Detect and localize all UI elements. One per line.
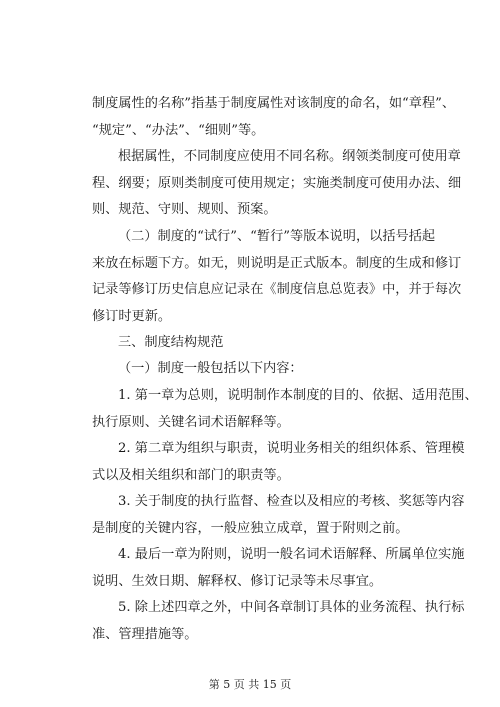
text-line: 式以及相关组织和部门的职责等。: [92, 467, 290, 483]
paragraph-version-note: [92, 224, 462, 330]
paragraph-name-definition: [92, 91, 456, 144]
text-line: “规定”、“办法”、“细则”等。: [92, 122, 265, 138]
section-heading-structure: [92, 330, 456, 357]
text-line: 准、管理措施等。: [92, 626, 198, 642]
text-line: 是制度的关键内容，一般应独立成章，置于附则之前。: [92, 520, 409, 536]
list-item-2: [92, 436, 465, 489]
text-line: 记录等修订历史信息应记录在《制度信息总览表》中，并于每次: [92, 282, 462, 297]
text-line: 来放在标题下方。如无，则说明是正式版本。制度的生成和修订: [92, 255, 462, 271]
list-item-4: [92, 542, 465, 595]
text-line: 修订时更新。: [92, 308, 172, 324]
text-line: 程、纲要；原则类制度可使用规定；实施类制度可使用办法、细: [92, 175, 462, 191]
text-line: 根据属性，不同制度应使用不同名称。纲领类制度可使用章: [118, 149, 461, 164]
text-line: 3. 关于制度的执行监督、检查以及相应的考核、奖惩等内容: [118, 494, 465, 509]
text-line: （二）制度的“试行”、“暂行”等版本说明，以括号括起: [118, 229, 436, 244]
text-line: 执行原则、关键名词术语解释等。: [92, 414, 290, 430]
text-line: 说明、生效日期、解释权、修订记录等未尽事宜。: [92, 573, 383, 589]
text-line: （一）制度一般包括以下内容：: [118, 361, 303, 376]
list-item-3: [92, 489, 465, 542]
paragraph-contents-intro: [92, 356, 456, 383]
text-line: 4. 最后一章为附则，说明一般名词术语解释、所属单位实施: [118, 547, 465, 562]
text-line: 2. 第二章为组织与职责，说明业务相关的组织体系、管理模: [118, 441, 465, 456]
text-line: 1. 第一章为总则，说明制作本制度的目的、依据、适用范围、: [118, 388, 478, 403]
text-line: 制度属性的名称”指基于制度属性对该制度的命名，如“章程”、: [92, 96, 456, 111]
text-line: 则、规范、守则、规则、预案。: [92, 202, 277, 217]
list-item-5: [92, 595, 465, 648]
list-item-1: [92, 383, 478, 436]
page-number-footer: 第 5 页 共 15 页: [208, 678, 292, 691]
paragraph-naming-by-attribute: [92, 144, 462, 224]
text-line: 5. 除上述四章之外，中间各章制订具体的业务流程、执行标: [118, 600, 465, 615]
section-heading: 三、制度结构规范: [118, 335, 224, 350]
